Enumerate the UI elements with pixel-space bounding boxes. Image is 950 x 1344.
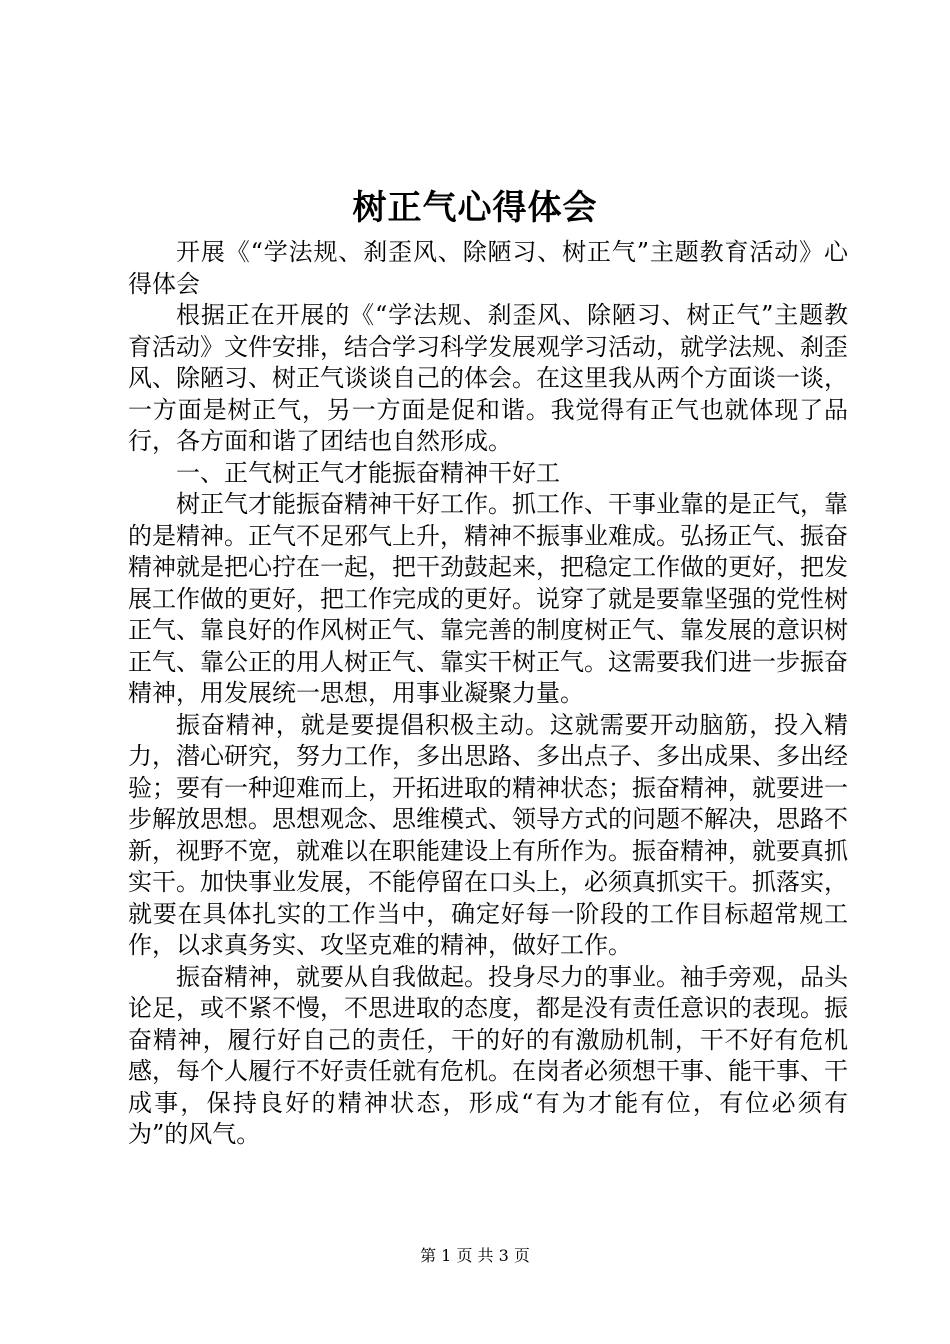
paragraph-subtitle: 开展《“学法规、刹歪风、除陋习、树正气”主题教育活动》心得体会 (128, 238, 848, 298)
paragraph-body: 树正气才能振奋精神干好工作。抓工作、干事业靠的是正气，靠的是精神。正气不足邪气上升，精神不振事业难成。弘扬正气、振奋精神就是把心拧在一起，把干劲鼓起来，把稳定工作做的更好，把发展工作做的更好，把工作完成的更好。说穿了就是要靠坚强的党性树正气、靠良好的作风树正气、靠完善的制度树正气、靠发展的意识树正气、靠公正的用人树正气、靠实干树正气。这需要我们进一步振奋精神，用发展统一思想，用事业凝聚力量。 (128, 490, 848, 707)
paragraph-body: 振奋精神，就是要提倡积极主动。这就需要开动脑筋，投入精力，潜心研究，努力工作，多出思路、多出点子、多出成果、多出经验；要有一种迎难而上，开拓进取的精神状态；振奋精神，就要进一步解放思想。思想观念、思维模式、领导方式的问题不解决，思路不新，视野不宽，就难以在职能建设上有所作为。振奋精神，就要真抓实干。加快事业发展，不能停留在口头上，必须真抓实干。抓落实，就要在具体扎实的工作当中，确定好每一阶段的工作目标超常规工作，以求真务实、攻坚克难的精神，做好工作。 (128, 710, 848, 959)
document-title: 树正气心得体会 (352, 188, 598, 228)
document-body (128, 237, 848, 1151)
page-footer: 第 1 页 共 3 页 (420, 1246, 530, 1265)
paragraph-body: 振奋精神，就要从自我做起。投身尽力的事业。袖手旁观，品头论足，或不紧不慢，不思进取的态度，都是没有责任意识的表现。振奋精神，履行好自己的责任，干的好的有激励机制，干不好有危机感，每个人履行不好责任就有危机。在岗者必须想干事、能干事、干成事，保持良好的精神状态，形成“有为才能有位，有位必须有为”的风气。 (128, 962, 848, 1148)
section-heading: 一、正气树正气才能振奋精神干好工 (176, 458, 560, 487)
paragraph-intro: 根据正在开展的《“学法规、刹歪风、除陋习、树正气”主题教育活动》文件安排，结合学习科学发展观学习活动，就学法规、刹歪风、除陋习、树正气谈谈自己的体会。在这里我从两个方面谈一谈，一方面是树正气，另一方面是促和谐。我觉得有正气也就体现了品行，各方面和谐了团结也自然形成。 (128, 301, 848, 455)
